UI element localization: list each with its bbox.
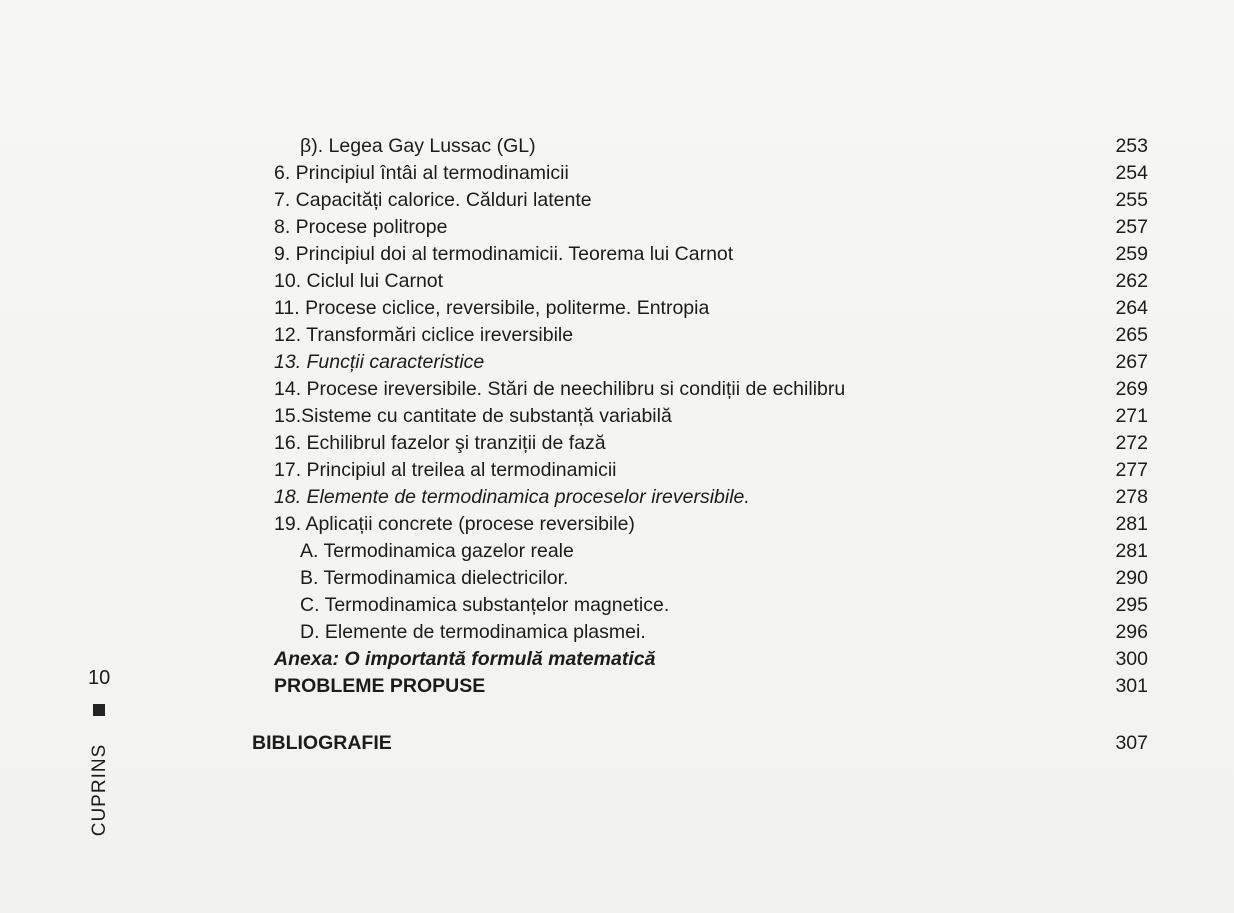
toc-entry-page: 277: [1115, 459, 1148, 481]
toc-entry: [0, 511, 1234, 538]
page-number: 10: [88, 667, 111, 689]
toc-entry-page: 272: [1115, 432, 1148, 454]
toc-entry: [0, 646, 1234, 673]
toc-entry-page: 290: [1115, 567, 1148, 589]
toc-entry-page: 257: [1115, 216, 1148, 238]
toc-entry-page: 281: [1115, 540, 1148, 562]
toc-entry-page: 301: [1115, 675, 1148, 697]
toc-entry-page: 281: [1115, 513, 1148, 535]
square-marker-icon: [93, 704, 105, 716]
toc-entry-title: BIBLIOGRAFIE: [252, 732, 392, 754]
toc-entry-title: D. Elemente de termodinamica plasmei.: [300, 621, 646, 643]
toc-entry-title: 7. Capacități calorice. Călduri latente: [274, 189, 592, 211]
toc-entry: [0, 565, 1234, 592]
toc-entry-page: 253: [1115, 135, 1148, 157]
toc-entry-page: 262: [1115, 270, 1148, 292]
toc-entry-page: 259: [1115, 243, 1148, 265]
toc-entry: [0, 484, 1234, 511]
toc-entry-title: 8. Procese politrope: [274, 216, 448, 238]
toc-entry-title: 9. Principiul doi al termodinamicii. Teorema lui Carnot: [274, 243, 734, 265]
toc-entry-title: 6. Principiul întâi al termodinamicii: [274, 162, 569, 184]
toc-entry: [0, 349, 1234, 376]
toc-entry-title: 11. Procese ciclice, reversibile, politerme. Entropia: [274, 297, 710, 319]
toc-entry: [0, 214, 1234, 241]
toc-entry: [0, 241, 1234, 268]
page-margin-marker: [86, 662, 116, 842]
toc-entry-title: 16. Echilibrul fazelor şi tranziții de fază: [274, 432, 606, 454]
toc-entry-page: 254: [1115, 162, 1148, 184]
toc-entry: [0, 295, 1234, 322]
toc-entry: [0, 673, 1234, 700]
toc-entry-title: 12. Transformări ciclice ireversibile: [274, 324, 574, 346]
toc-entry-page: 296: [1115, 621, 1148, 643]
toc-entry-page: 269: [1115, 378, 1148, 400]
toc-entry: [0, 268, 1234, 295]
toc-entry-title: C. Termodinamica substanțelor magnetice.: [300, 594, 670, 616]
toc-entry: [0, 592, 1234, 619]
toc-entry-page: 265: [1115, 324, 1148, 346]
toc-entry: [0, 430, 1234, 457]
toc-entry: [0, 730, 1234, 757]
toc-entry-page: 295: [1115, 594, 1148, 616]
toc-entry-page: 267: [1115, 351, 1148, 373]
toc-entry: [0, 133, 1234, 160]
toc-entry: [0, 403, 1234, 430]
toc-entry-title: 19. Aplicații concrete (procese reversibile): [274, 513, 635, 535]
toc-entry-title: 14. Procese ireversibile. Stări de neechilibru si condiții de echilibru: [274, 378, 846, 400]
toc-entry: [0, 160, 1234, 187]
toc-entry-page: 264: [1115, 297, 1148, 319]
section-label: CUPRINS: [89, 743, 110, 837]
toc-entry-title: 18. Elemente de termodinamica proceselor ireversibile.: [274, 486, 750, 508]
toc-entry: [0, 538, 1234, 565]
toc-entry-title: 10. Ciclul lui Carnot: [274, 270, 444, 292]
toc-entry: [0, 322, 1234, 349]
toc-entry-title: A. Termodinamica gazelor reale: [300, 540, 574, 562]
toc-entry: [0, 619, 1234, 646]
toc-entry-page: 300: [1115, 648, 1148, 670]
toc-entry-page: 278: [1115, 486, 1148, 508]
toc-entry: [0, 457, 1234, 484]
toc-entry-page: 307: [1115, 732, 1148, 754]
toc-entry-page: 271: [1115, 405, 1148, 427]
toc-entry-title: Anexa: O importantă formulă matematică: [274, 648, 656, 670]
toc-entry-title: B. Termodinamica dielectricilor.: [300, 567, 569, 589]
toc-entry-title: PROBLEME PROPUSE: [274, 675, 486, 697]
toc-entry-title: 13. Funcții caracteristice: [274, 351, 485, 373]
toc-entry-title: 15.Sisteme cu cantitate de substanță variabilă: [274, 405, 672, 427]
toc-entry-page: 255: [1115, 189, 1148, 211]
toc-entry-title: β). Legea Gay Lussac (GL): [300, 135, 536, 157]
toc-entry: [0, 376, 1234, 403]
toc-entry-title: 17. Principiul al treilea al termodinamicii: [274, 459, 617, 481]
toc-entry: [0, 187, 1234, 214]
